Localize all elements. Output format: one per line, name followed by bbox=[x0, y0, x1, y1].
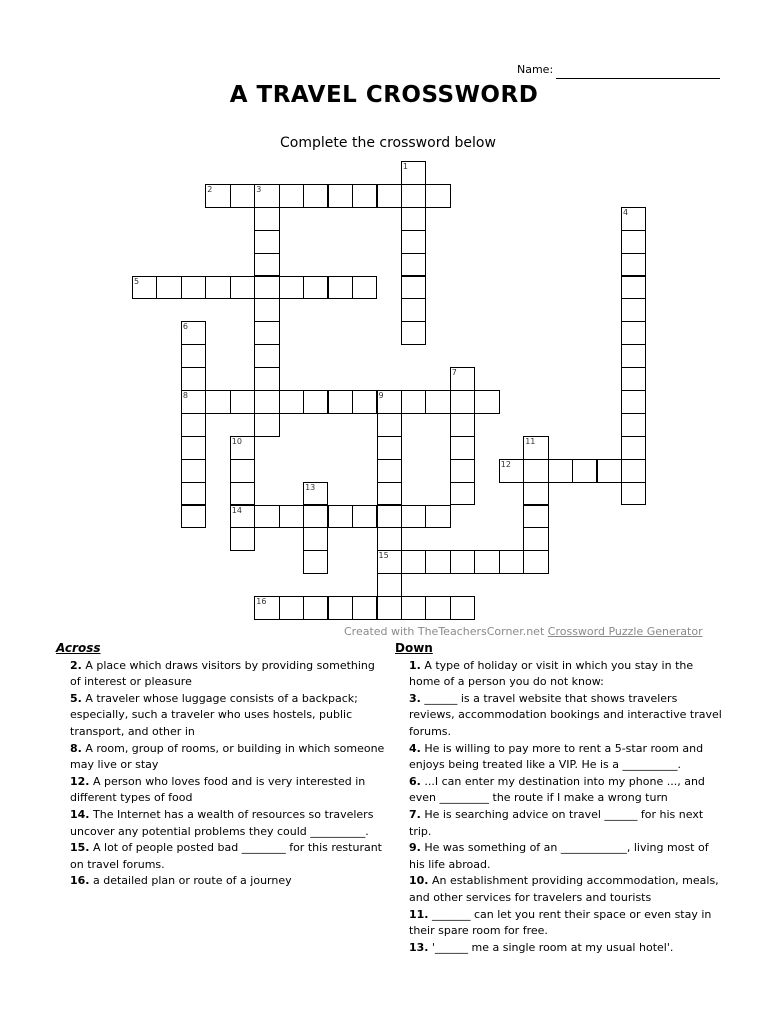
grid-cell[interactable] bbox=[621, 253, 646, 277]
grid-cell[interactable] bbox=[230, 276, 255, 300]
grid-cell[interactable] bbox=[523, 482, 548, 506]
grid-cell[interactable] bbox=[523, 527, 548, 551]
grid-cell[interactable] bbox=[181, 367, 206, 391]
grid-cell[interactable] bbox=[401, 230, 426, 254]
grid-cell[interactable] bbox=[303, 184, 328, 208]
grid-cell[interactable] bbox=[450, 459, 475, 483]
clue-number: 11. bbox=[409, 907, 429, 921]
grid-cell[interactable] bbox=[181, 413, 206, 437]
grid-cell[interactable] bbox=[303, 276, 328, 300]
clue-number-label: 14 bbox=[231, 505, 242, 515]
grid-cell[interactable] bbox=[205, 390, 230, 414]
grid-cell[interactable] bbox=[401, 298, 426, 322]
grid-cell[interactable] bbox=[279, 184, 304, 208]
grid-cell[interactable] bbox=[328, 596, 353, 620]
clue-number: 15. bbox=[70, 841, 90, 855]
grid-cell[interactable] bbox=[401, 321, 426, 345]
grid-cell[interactable] bbox=[377, 459, 402, 483]
grid-cell[interactable] bbox=[377, 596, 402, 620]
clue-number-label: 3 bbox=[256, 184, 262, 194]
name-field[interactable] bbox=[556, 78, 720, 79]
grid-cell[interactable] bbox=[377, 573, 402, 597]
grid-cell[interactable] bbox=[450, 413, 475, 437]
clue-text: a detailed plan or route of a journey bbox=[89, 874, 292, 888]
clue-number: 8. bbox=[70, 741, 82, 755]
grid-cell[interactable] bbox=[474, 550, 499, 574]
clue-text: ...I can enter my destination into my phone ..., and even _________ the route if I make a wrong turn bbox=[409, 774, 705, 805]
grid-cell[interactable] bbox=[401, 253, 426, 277]
clue-text: He was something of an ____________, living most of his life abroad. bbox=[409, 841, 709, 871]
grid-cell[interactable] bbox=[181, 276, 206, 300]
grid-cell[interactable] bbox=[303, 550, 328, 574]
clue-item bbox=[56, 774, 386, 807]
grid-cell[interactable] bbox=[254, 230, 279, 254]
grid-cell[interactable] bbox=[450, 482, 475, 506]
clue-number: 16. bbox=[70, 874, 90, 888]
grid-cell[interactable] bbox=[230, 527, 255, 551]
grid-cell[interactable] bbox=[230, 184, 255, 208]
grid-cell[interactable] bbox=[621, 321, 646, 345]
name-label: Name: bbox=[517, 63, 554, 76]
clue-number-label: 6 bbox=[182, 322, 188, 332]
clue-item bbox=[395, 741, 725, 774]
clue-item bbox=[395, 807, 725, 840]
clue-text: He is searching advice on travel ______ for his next trip. bbox=[409, 807, 704, 838]
grid-cell[interactable] bbox=[621, 390, 646, 414]
clue-text: A type of holiday or visit in which you stay in the home of a person you do not know: bbox=[409, 658, 694, 689]
clue-text: _______ can let you rent their space or even stay in their spare room for free. bbox=[409, 907, 712, 938]
clue-item bbox=[56, 807, 386, 840]
grid-cell[interactable] bbox=[621, 413, 646, 437]
grid-cell[interactable] bbox=[597, 459, 622, 483]
clue-number: 14. bbox=[70, 807, 90, 821]
grid-cell[interactable] bbox=[523, 550, 548, 574]
grid-cell[interactable] bbox=[328, 505, 353, 529]
clue-number-label: 4 bbox=[623, 207, 629, 217]
clue-number: 1. bbox=[409, 658, 421, 672]
clue-text: An establishment providing accommodation, meals, and other services for travelers and tourists bbox=[409, 874, 719, 904]
across-clue-list bbox=[56, 658, 386, 890]
clue-number-label: 7 bbox=[451, 368, 457, 378]
clue-text: A place which draws visitors by providing something of interest or pleasure bbox=[70, 658, 375, 689]
grid-cell[interactable] bbox=[377, 413, 402, 437]
grid-cell[interactable] bbox=[377, 505, 402, 529]
clue-item bbox=[56, 741, 386, 774]
clue-number-label: 1 bbox=[402, 162, 408, 171]
grid-cell[interactable] bbox=[450, 550, 475, 574]
grid-cell[interactable] bbox=[621, 230, 646, 254]
clue-number-label: 11 bbox=[525, 436, 536, 446]
clue-text: A traveler whose luggage consists of a backpack; especially, such a traveler who uses hostels, public transport, and other in bbox=[70, 691, 358, 738]
clue-item bbox=[395, 873, 725, 906]
grid-cell[interactable] bbox=[181, 505, 206, 529]
credit-link[interactable]: Crossword Puzzle Generator bbox=[547, 625, 703, 638]
grid-cell[interactable] bbox=[425, 550, 450, 574]
grid-cell[interactable] bbox=[303, 505, 328, 529]
clue-number-label: 13 bbox=[305, 482, 316, 492]
grid-cell[interactable] bbox=[523, 459, 548, 483]
clue-item bbox=[395, 940, 725, 957]
clue-number-label: 10 bbox=[231, 436, 242, 446]
credit-line bbox=[344, 625, 703, 638]
grid-cell[interactable] bbox=[621, 367, 646, 391]
clue-number-label: 15 bbox=[378, 551, 389, 561]
grid-cell[interactable] bbox=[474, 390, 499, 414]
clue-number: 10. bbox=[409, 874, 429, 888]
grid-cell[interactable] bbox=[425, 390, 450, 414]
grid-cell[interactable] bbox=[621, 298, 646, 322]
grid-cell[interactable] bbox=[254, 321, 279, 345]
grid-cell[interactable] bbox=[279, 596, 304, 620]
grid-cell[interactable] bbox=[450, 436, 475, 460]
grid-cell[interactable] bbox=[181, 344, 206, 368]
grid-cell[interactable] bbox=[230, 390, 255, 414]
clue-text: ______ is a travel website that shows travelers reviews, accommodation bookings and interactive travel forums. bbox=[409, 691, 722, 738]
clue-item bbox=[395, 658, 725, 691]
grid-cell[interactable] bbox=[230, 459, 255, 483]
clue-number: 2. bbox=[70, 658, 82, 672]
clue-number-label: 12 bbox=[500, 459, 511, 469]
grid-cell[interactable] bbox=[303, 527, 328, 551]
grid-cell[interactable] bbox=[450, 390, 475, 414]
grid-cell[interactable] bbox=[352, 390, 377, 414]
clue-text: A lot of people posted bad ________ for this resturant on travel forums. bbox=[70, 841, 382, 871]
down-clues bbox=[395, 640, 725, 956]
grid-cell[interactable] bbox=[230, 482, 255, 506]
grid-cell[interactable] bbox=[377, 482, 402, 506]
grid-cell[interactable] bbox=[499, 550, 524, 574]
clue-item bbox=[395, 907, 725, 940]
grid-cell[interactable] bbox=[523, 505, 548, 529]
grid-cell[interactable] bbox=[425, 505, 450, 529]
grid-cell[interactable] bbox=[303, 596, 328, 620]
grid-cell[interactable] bbox=[450, 596, 475, 620]
grid-cell[interactable] bbox=[621, 436, 646, 460]
clue-text: A room, group of rooms, or building in which someone may live or stay bbox=[70, 741, 385, 772]
clue-number: 3. bbox=[409, 691, 421, 705]
grid-cell[interactable] bbox=[181, 436, 206, 460]
grid-cell[interactable] bbox=[254, 390, 279, 414]
page-title: A TRAVEL CROSSWORD bbox=[229, 82, 539, 108]
clue-number: 6. bbox=[409, 774, 421, 788]
grid-cell[interactable] bbox=[254, 207, 279, 231]
grid-cell[interactable] bbox=[377, 436, 402, 460]
clue-number: 12. bbox=[70, 774, 90, 788]
grid-cell[interactable] bbox=[621, 482, 646, 506]
clue-item bbox=[56, 691, 386, 741]
grid-cell[interactable] bbox=[254, 253, 279, 277]
page-subtitle: Complete the crossword below bbox=[280, 135, 496, 151]
grid-cell[interactable] bbox=[352, 505, 377, 529]
clue-number: 5. bbox=[70, 691, 82, 705]
grid-cell[interactable] bbox=[352, 184, 377, 208]
grid-cell[interactable] bbox=[401, 184, 426, 208]
grid-cell[interactable] bbox=[205, 276, 230, 300]
clue-item bbox=[395, 840, 725, 873]
grid-cell[interactable] bbox=[401, 550, 426, 574]
clue-text: He is willing to pay more to rent a 5-star room and enjoys being treated like a VIP. He is a __________. bbox=[409, 741, 704, 772]
clue-item bbox=[56, 658, 386, 691]
grid-cell[interactable] bbox=[303, 390, 328, 414]
clue-text: The Internet has a wealth of resources so travelers uncover any potential problems they could __________. bbox=[70, 807, 374, 838]
clue-text: A person who loves food and is very interested in different types of food bbox=[70, 774, 366, 805]
grid-cell[interactable] bbox=[401, 596, 426, 620]
grid-cell[interactable] bbox=[254, 367, 279, 391]
across-clues bbox=[56, 640, 386, 890]
grid-cell[interactable] bbox=[377, 527, 402, 551]
grid-cell[interactable] bbox=[425, 184, 450, 208]
grid-cell[interactable] bbox=[548, 459, 573, 483]
grid-cell[interactable] bbox=[401, 390, 426, 414]
grid-cell[interactable] bbox=[328, 390, 353, 414]
grid-cell[interactable] bbox=[621, 344, 646, 368]
grid-cell[interactable] bbox=[352, 596, 377, 620]
clue-number-label: 9 bbox=[378, 391, 384, 400]
grid-cell[interactable] bbox=[254, 344, 279, 368]
clue-number-label: 8 bbox=[182, 391, 188, 400]
grid-cell[interactable] bbox=[279, 505, 304, 529]
down-clue-list bbox=[395, 658, 725, 957]
grid-cell[interactable] bbox=[328, 276, 353, 300]
clue-number-label: 2 bbox=[207, 184, 213, 194]
grid-cell[interactable] bbox=[181, 459, 206, 483]
clue-item bbox=[56, 840, 386, 873]
clue-number-label: 16 bbox=[256, 597, 267, 607]
grid-cell[interactable] bbox=[621, 459, 646, 483]
clue-number: 7. bbox=[409, 807, 421, 821]
grid-cell[interactable] bbox=[254, 413, 279, 437]
grid-cell[interactable] bbox=[254, 298, 279, 322]
grid-cell[interactable] bbox=[181, 482, 206, 506]
grid-cell[interactable] bbox=[156, 276, 181, 300]
grid-cell[interactable] bbox=[621, 276, 646, 300]
grid-cell[interactable] bbox=[377, 184, 402, 208]
clue-number: 13. bbox=[409, 940, 429, 954]
across-heading: Across bbox=[56, 641, 101, 655]
grid-cell[interactable] bbox=[279, 276, 304, 300]
grid-cell[interactable] bbox=[401, 207, 426, 231]
clue-number-label: 5 bbox=[134, 276, 140, 286]
grid-cell[interactable] bbox=[254, 505, 279, 529]
grid-cell[interactable] bbox=[279, 390, 304, 414]
grid-cell[interactable] bbox=[572, 459, 597, 483]
grid-cell[interactable] bbox=[401, 276, 426, 300]
clue-item bbox=[395, 774, 725, 807]
grid-cell[interactable] bbox=[254, 276, 279, 300]
grid-cell[interactable] bbox=[352, 276, 377, 300]
clue-text: '______ me a single room at my usual hotel'. bbox=[428, 940, 674, 954]
clue-item bbox=[395, 691, 725, 741]
grid-cell[interactable] bbox=[401, 505, 426, 529]
clue-number: 4. bbox=[409, 741, 421, 755]
grid-cell[interactable] bbox=[425, 596, 450, 620]
clue-number: 9. bbox=[409, 841, 421, 855]
credit-text: Created with TheTeachersCorner.net bbox=[344, 625, 548, 638]
grid-cell[interactable] bbox=[328, 184, 353, 208]
down-heading: Down bbox=[395, 641, 433, 655]
clue-item bbox=[56, 873, 386, 890]
